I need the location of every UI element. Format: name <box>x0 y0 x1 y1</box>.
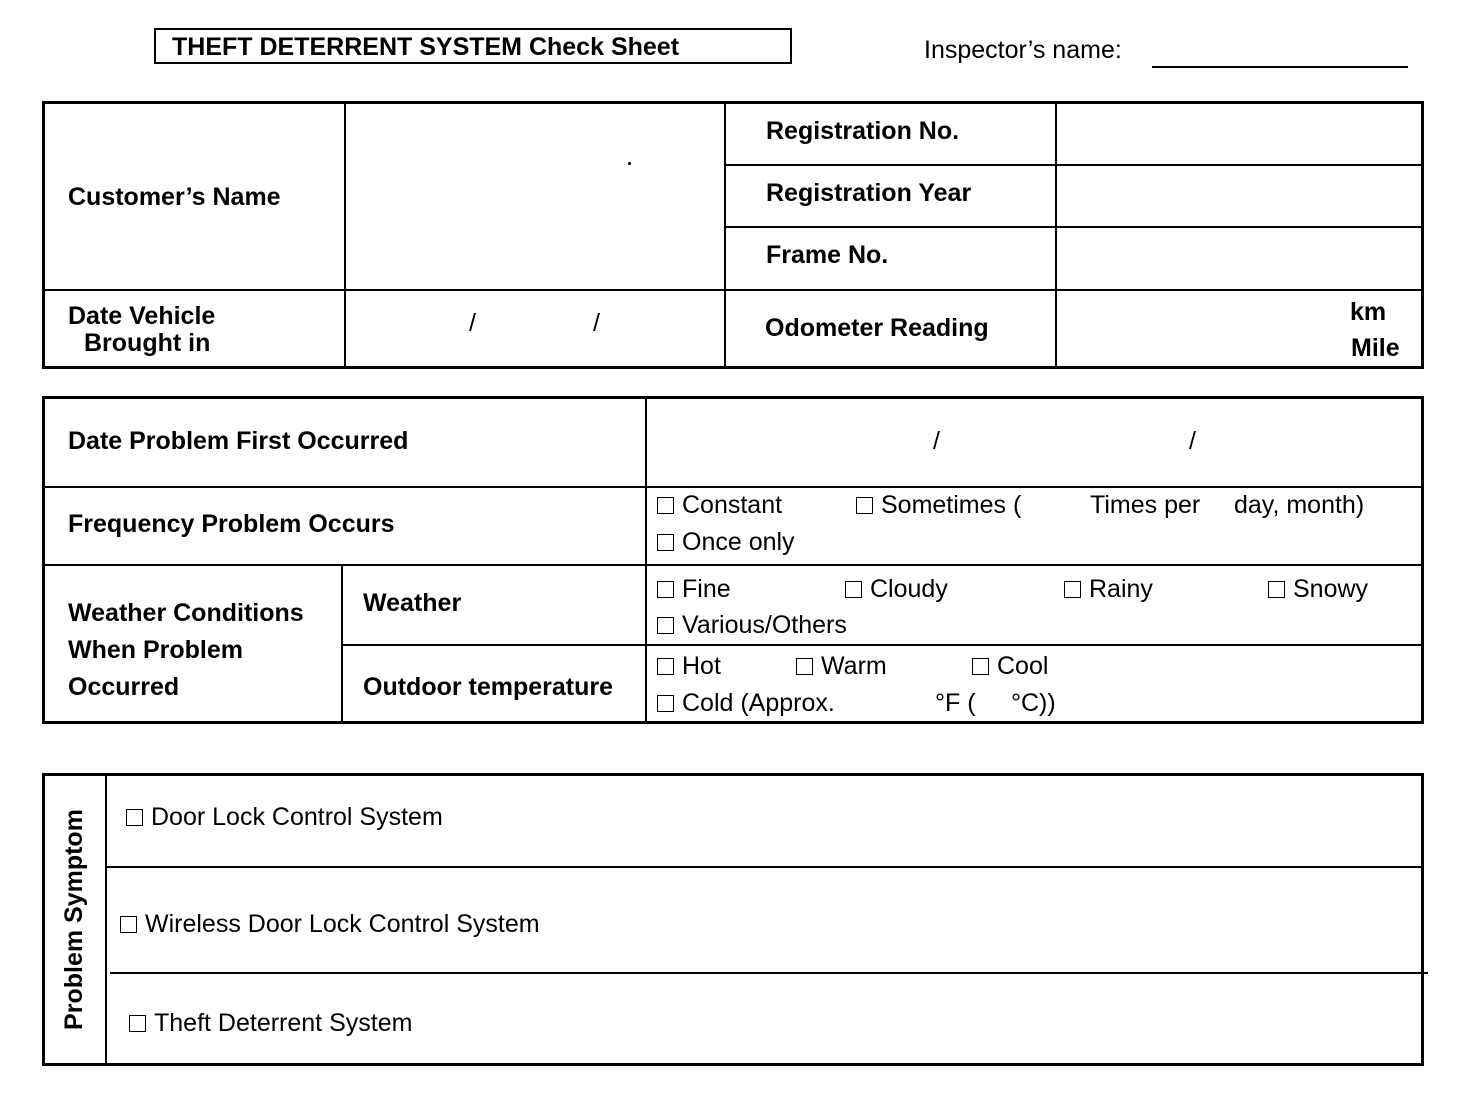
date-first-occurred-field[interactable] <box>649 399 1421 485</box>
divider <box>1055 101 1057 369</box>
unit-km: km <box>1350 298 1387 326</box>
temp-hot-option[interactable] <box>657 651 721 681</box>
checkbox[interactable] <box>657 695 674 712</box>
divider <box>42 564 1424 566</box>
frame-no-label: Frame No. <box>766 241 889 269</box>
checkbox[interactable] <box>126 809 143 826</box>
symptom-door-lock-text: Door Lock Control System <box>151 803 443 831</box>
weather-fine-text: Fine <box>682 575 731 603</box>
divider <box>724 226 1422 228</box>
weather-snowy-text: Snowy <box>1293 575 1369 603</box>
weather-fine-option[interactable] <box>657 574 731 604</box>
customer-name-field[interactable] <box>348 104 722 288</box>
temp-cool-text: Cool <box>997 652 1049 680</box>
divider <box>645 396 647 724</box>
weather-conditions-label <box>68 595 304 706</box>
divider <box>105 773 107 1066</box>
registration-year-label: Registration Year <box>766 179 972 207</box>
date-brought-field[interactable] <box>348 292 722 366</box>
checkbox[interactable] <box>657 497 674 514</box>
divider <box>110 972 1428 974</box>
date-separator: / <box>469 309 476 337</box>
checkbox[interactable] <box>856 497 873 514</box>
weather-rainy-text: Rainy <box>1089 575 1153 603</box>
weather-cloudy-text: Cloudy <box>870 575 948 603</box>
divider <box>341 644 1424 646</box>
registration-year-field[interactable] <box>1059 167 1421 225</box>
unit-mile: Mile <box>1351 334 1400 362</box>
checkbox[interactable] <box>1268 581 1285 598</box>
divider <box>724 101 726 369</box>
customer-name-label: Customer’s Name <box>68 183 281 211</box>
checkbox[interactable] <box>120 916 137 933</box>
temp-celsius: °C)) <box>1011 689 1056 717</box>
problem-symptom-label: Problem Symptom <box>59 809 88 1030</box>
symptom-wireless-door-lock-text: Wireless Door Lock Control System <box>145 910 540 938</box>
checkbox[interactable] <box>657 581 674 598</box>
date-separator: / <box>593 309 600 337</box>
temp-hot-text: Hot <box>682 652 721 680</box>
freq-once-text: Once only <box>682 528 795 556</box>
date-brought-label-line1: Date Vehicle <box>68 302 216 330</box>
freq-times-per: Times per <box>1090 491 1201 519</box>
temp-cold-option[interactable] <box>657 688 835 718</box>
checkbox[interactable] <box>796 658 813 675</box>
registration-no-label: Registration No. <box>766 117 960 145</box>
checkbox[interactable] <box>657 658 674 675</box>
checkbox[interactable] <box>129 1015 146 1032</box>
weather-cond-line3: Occurred <box>68 673 180 701</box>
symptom-label-wrap <box>44 776 104 1063</box>
checkbox[interactable] <box>657 534 674 551</box>
date-first-occurred-label: Date Problem First Occurred <box>68 427 409 455</box>
divider <box>42 289 1424 291</box>
date-separator: / <box>933 427 940 455</box>
outdoor-temp-label: Outdoor temperature <box>363 673 614 701</box>
frequency-label: Frequency Problem Occurs <box>68 510 395 538</box>
divider <box>344 101 346 369</box>
freq-constant-option[interactable] <box>657 490 782 520</box>
symptom-theft-deterrent-option[interactable] <box>129 1008 412 1038</box>
checkbox[interactable] <box>1064 581 1081 598</box>
freq-sometimes-text: Sometimes ( <box>881 491 1022 519</box>
temp-cool-option[interactable] <box>972 651 1048 681</box>
inspector-label: Inspector’s name: <box>924 36 1122 64</box>
symptom-door-lock-option[interactable] <box>126 802 443 832</box>
weather-label: Weather <box>363 589 462 617</box>
freq-sometimes-option[interactable] <box>856 490 1021 520</box>
checkbox[interactable] <box>657 617 674 634</box>
frame-no-field[interactable] <box>1059 229 1421 288</box>
weather-cond-line1: Weather Conditions <box>68 599 304 627</box>
symptom-theft-deterrent-text: Theft Deterrent System <box>154 1009 413 1037</box>
date-brought-label-line2: Brought in <box>84 329 211 357</box>
temp-fahrenheit: °F ( <box>935 689 976 717</box>
registration-no-field[interactable] <box>1059 104 1421 163</box>
weather-various-option[interactable] <box>657 610 847 640</box>
freq-day-month: day, month) <box>1234 491 1365 519</box>
sheet-title: THEFT DETERRENT SYSTEM Check Sheet <box>154 28 792 64</box>
freq-constant-text: Constant <box>682 491 783 519</box>
weather-rainy-option[interactable] <box>1064 574 1153 604</box>
divider <box>105 866 1424 868</box>
date-brought-label <box>68 303 215 357</box>
temp-cold-text: Cold (Approx. <box>682 689 835 717</box>
stray-dot <box>628 162 631 165</box>
checkbox[interactable] <box>845 581 862 598</box>
freq-once-option[interactable] <box>657 527 795 557</box>
weather-various-text: Various/Others <box>682 611 847 639</box>
date-separator: / <box>1189 427 1196 455</box>
weather-cond-line2: When Problem <box>68 636 244 664</box>
checkbox[interactable] <box>972 658 989 675</box>
divider <box>42 486 1424 488</box>
divider <box>724 164 1422 166</box>
temp-warm-text: Warm <box>821 652 887 680</box>
weather-snowy-option[interactable] <box>1268 574 1368 604</box>
temp-warm-option[interactable] <box>796 651 887 681</box>
odometer-label: Odometer Reading <box>765 314 989 342</box>
inspector-name-field[interactable] <box>1152 66 1408 68</box>
weather-cloudy-option[interactable] <box>845 574 948 604</box>
odometer-field[interactable] <box>1059 292 1339 366</box>
symptom-wireless-door-lock-option[interactable] <box>120 909 540 939</box>
